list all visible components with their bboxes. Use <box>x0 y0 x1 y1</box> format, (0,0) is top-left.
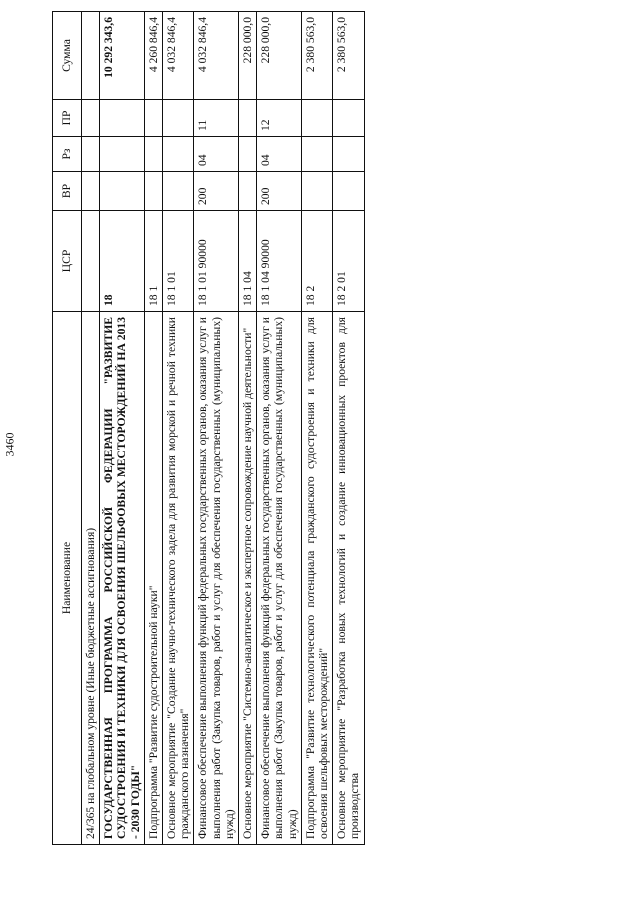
row-pr <box>100 100 145 137</box>
row-rz <box>144 137 162 172</box>
row-name: ГОСУДАРСТВЕННАЯ ПРОГРАММА РОССИЙСКОЙ ФЕДЕРАЦИИ "РАЗВИТИЕ СУДОСТРОЕНИЯ И ТЕХНИКИ ДЛЯ ОСВОЕНИЯ ШЕЛЬФОВЫХ МЕСТОРОЖДЕНИЙ НА 2013 - 2030 ГОДЫ" <box>100 312 145 845</box>
row-vr: 200 <box>257 172 302 211</box>
row-csr: 18 1 01 90000 <box>194 211 239 312</box>
header-name: Наименование <box>53 312 82 845</box>
row-rz <box>333 137 364 172</box>
table-row <box>144 12 162 845</box>
table-row <box>194 12 239 845</box>
row-sum: 228 000,0 <box>257 12 302 100</box>
table-header-row <box>53 12 82 845</box>
row-csr: 18 1 01 <box>163 211 194 312</box>
row-csr: 18 <box>100 211 145 312</box>
intro-csr <box>82 211 100 312</box>
row-rz: 04 <box>194 137 239 172</box>
header-sum: Сумма <box>53 12 82 100</box>
table-row <box>100 12 145 845</box>
row-name: Подпрограмма "Развитие судостроительной науки" <box>144 312 162 845</box>
row-rz <box>301 137 332 172</box>
row-pr: 12 <box>257 100 302 137</box>
intro-text: 24/365 на глобальном уровне (Иные бюджетные ассигнования) <box>82 312 100 845</box>
intro-row <box>82 12 100 845</box>
table-row <box>239 12 257 845</box>
row-pr <box>301 100 332 137</box>
row-pr <box>163 100 194 137</box>
document-body <box>52 17 597 845</box>
page-number: 3460 <box>2 432 17 457</box>
table-row <box>301 12 332 845</box>
header-pr: ПР <box>53 100 82 137</box>
row-sum: 4 032 846,4 <box>194 12 239 100</box>
table-row <box>163 12 194 845</box>
row-rz <box>163 137 194 172</box>
row-rz: 04 <box>257 137 302 172</box>
row-vr <box>239 172 257 211</box>
row-csr: 18 2 <box>301 211 332 312</box>
row-sum: 10 292 343,6 <box>100 12 145 100</box>
intro-vr <box>82 172 100 211</box>
row-rz <box>100 137 145 172</box>
row-name: Основное мероприятие "Системно-аналитическое и экспертное сопровождение научной деятельности" <box>239 312 257 845</box>
row-rz <box>239 137 257 172</box>
row-sum: 2 380 563,0 <box>333 12 364 100</box>
row-vr <box>100 172 145 211</box>
row-vr <box>301 172 332 211</box>
intro-sum <box>82 12 100 100</box>
row-pr <box>144 100 162 137</box>
row-vr <box>333 172 364 211</box>
row-sum: 4 032 846,4 <box>163 12 194 100</box>
row-csr: 18 1 <box>144 211 162 312</box>
row-pr <box>239 100 257 137</box>
budget-table <box>52 11 365 845</box>
row-vr <box>144 172 162 211</box>
table-row <box>257 12 302 845</box>
row-csr: 18 1 04 90000 <box>257 211 302 312</box>
row-name: Финансовое обеспечение выполнения функций федеральных государственных органов, оказания услуг и выполнения работ (Закупка товаров, работ и услуг для обеспечения государственных (муниципальных) нужд) <box>257 312 302 845</box>
intro-rz <box>82 137 100 172</box>
header-vr: ВР <box>53 172 82 211</box>
row-csr: 18 2 01 <box>333 211 364 312</box>
row-name: Основное мероприятие "Создание научно-технического задела для развития морской и речной техники гражданского назначения" <box>163 312 194 845</box>
row-name: Финансовое обеспечение выполнения функций федеральных государственных органов, оказания услуг и выполнения работ (Закупка товаров, работ и услуг для обеспечения государственных (муниципальных) нужд) <box>194 312 239 845</box>
row-pr: 11 <box>194 100 239 137</box>
row-csr: 18 1 04 <box>239 211 257 312</box>
row-vr: 200 <box>194 172 239 211</box>
row-sum: 228 000,0 <box>239 12 257 100</box>
row-name: Подпрограмма "Развитие технологического потенциала гражданского судостроения и техники для освоения шельфовых месторождений" <box>301 312 332 845</box>
row-vr <box>163 172 194 211</box>
intro-pr <box>82 100 100 137</box>
header-rz: Рз <box>53 137 82 172</box>
row-pr <box>333 100 364 137</box>
row-sum: 4 260 846,4 <box>144 12 162 100</box>
table-row <box>333 12 364 845</box>
header-csr: ЦСР <box>53 211 82 312</box>
row-sum: 2 380 563,0 <box>301 12 332 100</box>
row-name: Основное мероприятие "Разработка новых технологий и создание инновационных проектов для производства <box>333 312 364 845</box>
